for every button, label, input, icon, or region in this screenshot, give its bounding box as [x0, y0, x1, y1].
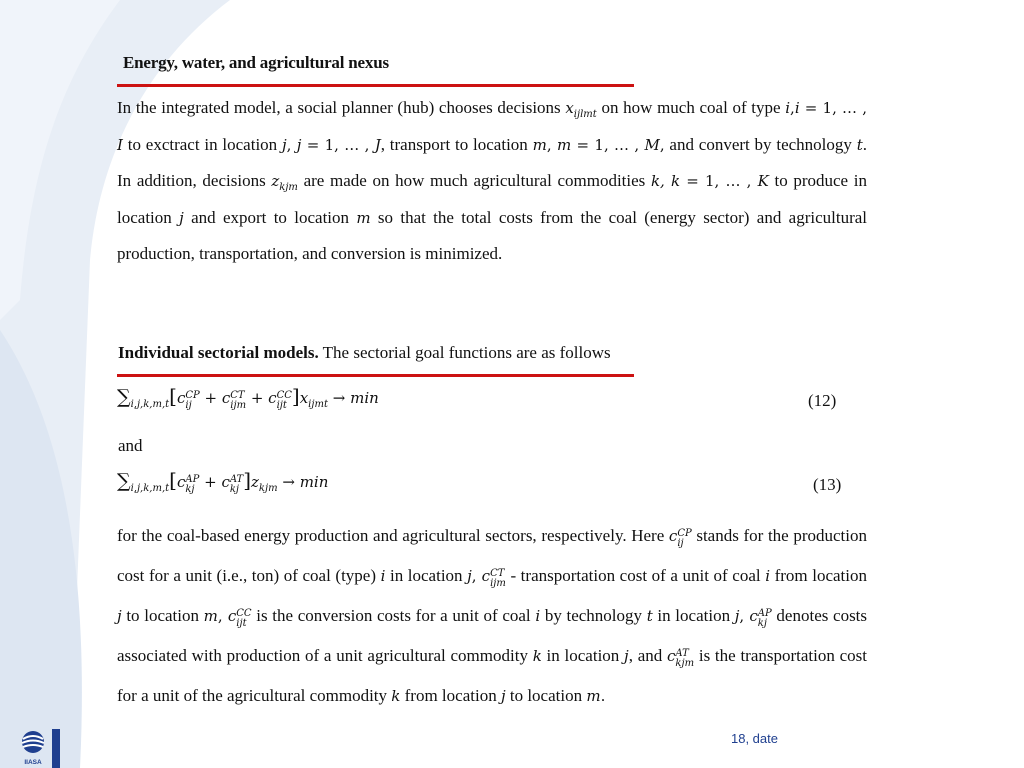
logo-text: IIASA [24, 759, 42, 766]
explanation-text-2: stands for the production cost for a unit (i.e., ton) of coal (type) [117, 526, 867, 585]
math-c-at-kjm: c [667, 647, 676, 665]
explanation-text-5: from location [770, 566, 867, 585]
math-index-i: i [785, 99, 791, 117]
intro-text-1: In the integrated model, a social planner (hub) chooses decisions [117, 98, 566, 117]
explanation-text-3: in location [385, 566, 468, 585]
intro-text-9: and export to location [191, 207, 357, 227]
explanation-text-9: in location [652, 606, 735, 625]
explanation-text-8: by technology [540, 606, 647, 625]
explanation-text-4: - transportation cost of a unit of coal [510, 566, 766, 585]
intro-text-6: . In addition, decisions [117, 134, 867, 190]
math-x-ijlmt: $x_{ijlmt}$ [565, 99, 597, 120]
math-z-kjm: $z_{kjm}$ [271, 172, 298, 193]
math-index-j: j [281, 135, 287, 154]
explanation-paragraph: for the coal-based energy production and agricultural sectors, respectively. Here c CP ij stands for the production cost for a unit (i.e., ton) of coal (type) i in location j, c CT ijm - transportation cost of a unit of coal i from location j to location m, c CC ijt is the conversion costs for a unit of coal i by technology t in location j, c AP kj denotes costs associated with production of a unit agricultural commodity k in location j, and c AT kjm is the transportation cost for a unit of the agricultural commodity k from location j to location m. [117, 526, 868, 705]
equation-12-number: (12) [808, 391, 837, 410]
math-index-k: k, [650, 172, 671, 190]
intro-paragraph: In the integrated model, a social planner (hub) chooses decisions $x_{ijlmt}$ on how much coal of type i,i = 1, … , I to exctract in location j, j = 1, … , J, transport to location m, m = 1, … , M, and convert by technology t. In addition, decisions $z_{kjm}$ are made on how much agricultural commodities k, k = 1, … , K to produce in location j and export to location m so that the total costs from the coal (energy sector) and agricultural production, transportation, and conversion is minimized. [117, 98, 867, 263]
intro-text-2: on how much coal of type [601, 98, 786, 117]
math-c-cp-ij: c [668, 527, 678, 545]
intro-text-4: , transport to location [380, 134, 533, 154]
slide-title: Energy, water, and agricultural nexus [123, 53, 389, 72]
math-index-m: m [532, 135, 547, 154]
section-heading-rest: The sectorial goal functions are as follows [318, 343, 611, 362]
intro-text-3: to exctract in location [127, 134, 282, 154]
explanation-text-1: for the coal-based energy production and agricultural sectors, respectively. Here [117, 526, 669, 545]
math-c-ct-ijm: c [481, 567, 491, 585]
math-m: m [356, 208, 371, 227]
equation-12: $\sum_{i,j,k,m,t}[c$ CP ij + c CT ijm + c CC ijt ]$x_{ijmt} \to \min$ [117, 384, 379, 411]
title-underline [117, 84, 634, 87]
math-j: j [179, 208, 184, 227]
math-c-ap-kj: c [749, 607, 758, 625]
section-heading [118, 343, 611, 363]
section-heading-bold: Individual sectorial models. [118, 343, 319, 362]
iiasa-logo-icon [19, 729, 47, 768]
page-number: 18, date [731, 731, 778, 746]
explanation-text-10: denotes costs associated with production of a unit agricultural commodity [117, 606, 868, 665]
explanation-text-13: is the transportation cost for a unit of the agricultural commodity [117, 646, 868, 705]
section-underline [117, 374, 634, 377]
equation-13: $\sum_{i,j,k,m,t}[c$ AP kj + c AT kj ]$z_{kjm} \to \min$ [117, 468, 329, 495]
math-c-cc-ijt: c [227, 607, 237, 625]
logo-bar [52, 729, 60, 768]
explanation-text-14: from location [400, 686, 501, 705]
equation-13-number: (13) [813, 475, 842, 494]
explanation-text-7: is the conversion costs for a unit of coal [256, 606, 536, 625]
explanation-text-6: to location [121, 606, 204, 625]
explanation-text-12: , and [628, 646, 668, 665]
intro-text-10: so that the total costs from the coal (energy sector) and agricultural production, transportation, and conversion is minimized. [117, 207, 867, 263]
intro-text-7: are made on how much agricultural commodities [303, 171, 651, 190]
explanation-text-11: in location [541, 646, 625, 665]
intro-text-5: and convert by technology [669, 134, 857, 154]
intro-text-8: to produce in location [117, 171, 867, 227]
and-text: and [118, 436, 143, 455]
explanation-text-15: to location [505, 686, 587, 705]
math-index-t: t [856, 135, 863, 154]
